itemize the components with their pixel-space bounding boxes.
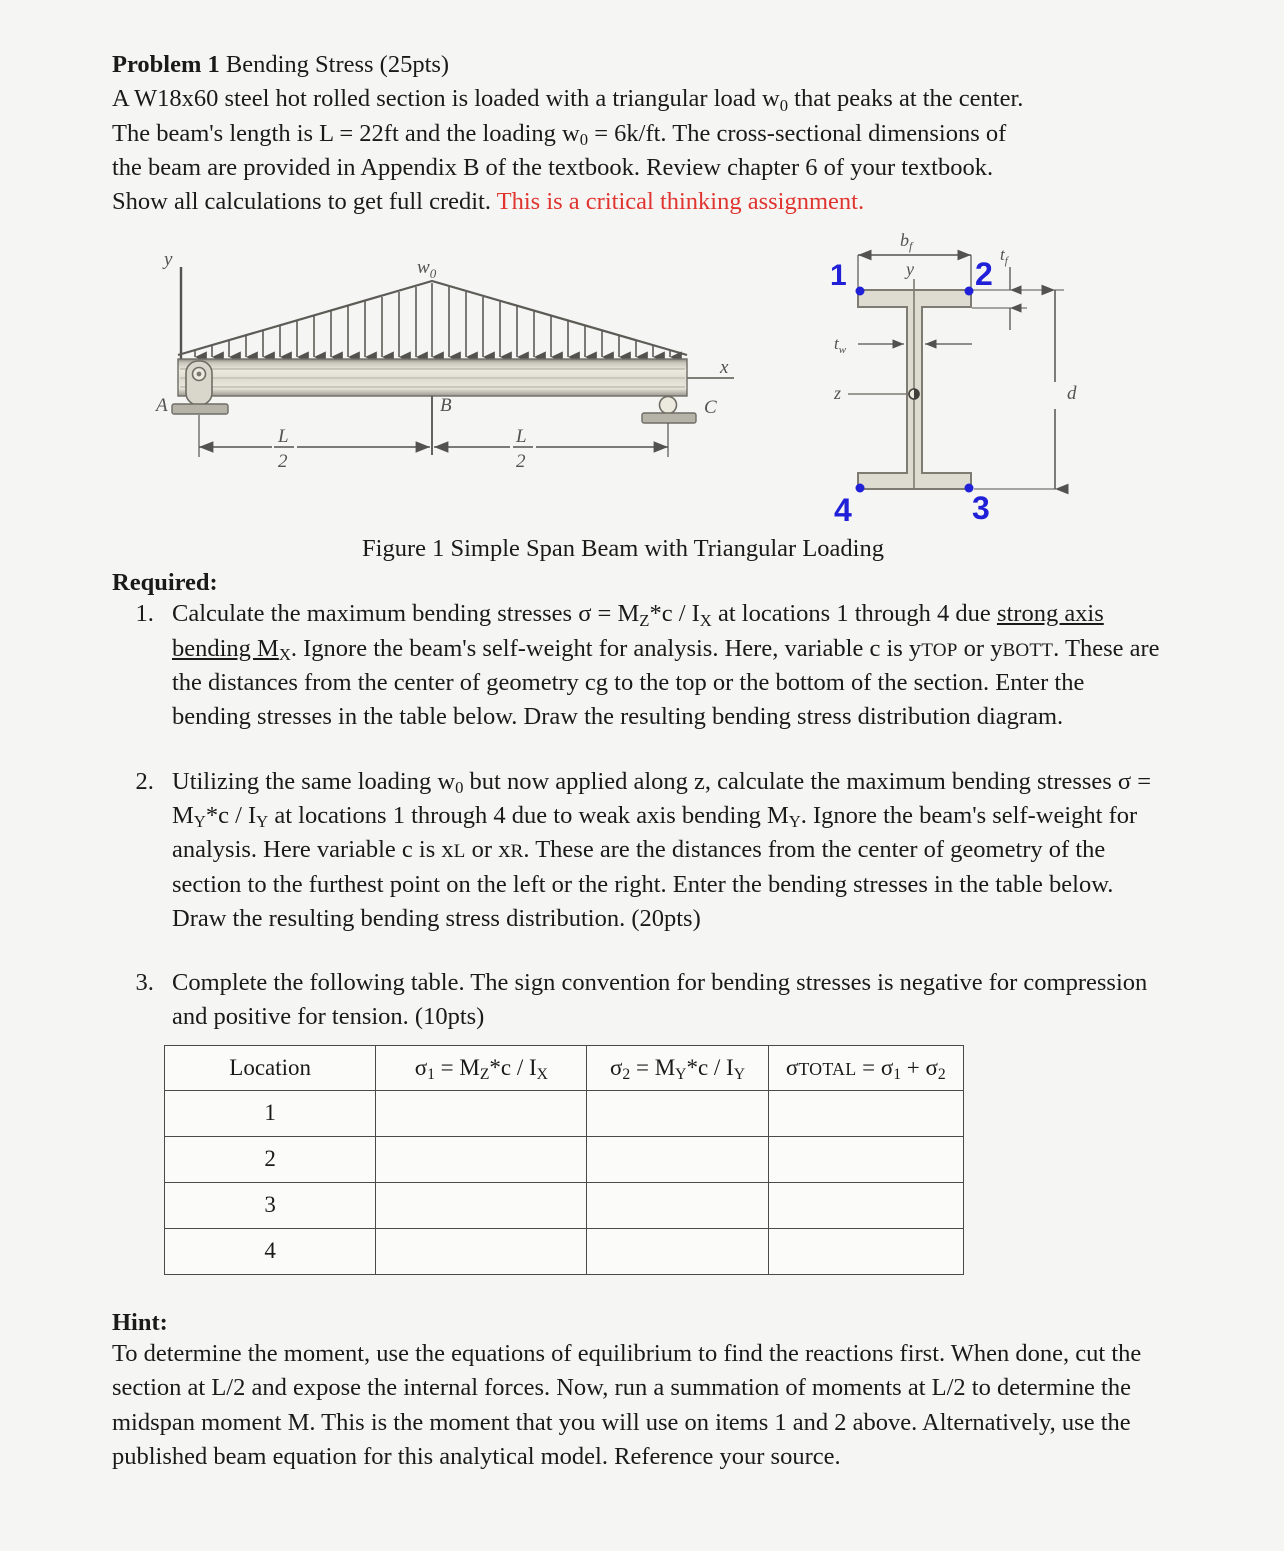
point-3-label: 3 <box>972 490 990 527</box>
item1-post2: or y <box>957 634 1003 662</box>
header-sigma2: $\sigma_2 = M_Y*c / I_Y$ <box>587 1045 768 1090</box>
table-row <box>165 1182 964 1228</box>
point-2-label: 2 <box>975 256 993 293</box>
line1-subscript: 0 <box>779 95 789 115</box>
item1-ybott: BOTT <box>1002 639 1054 661</box>
item2-mid3: at locations 1 through 4 due to weak axis bending M <box>268 801 789 829</box>
cell-sigma2[interactable] <box>587 1182 768 1228</box>
item2-sub-y2: Y <box>256 812 269 832</box>
item1-ytop: TOP <box>921 639 958 661</box>
line2-a: The beam's length is L = 22ft and the loading w <box>112 119 580 147</box>
cell-location: 3 <box>165 1182 376 1228</box>
line1-b: that peaks at the center. <box>788 85 1024 113</box>
required-heading: Required: <box>112 569 218 597</box>
point-4-label: 4 <box>834 492 852 528</box>
item3-text: Complete the following table. The sign convention for bending stresses is negative for compression and positive for tension. (10pts) <box>172 969 1148 1031</box>
dim-left-numerator: L <box>278 426 289 448</box>
hint-body: To determine the moment, use the equations of equilibrium to find the reactions first. When done, cut the section at L/2 and expose the internal forces. Now, run a summation of moments at L/2 to determine the midspan moment M. This is the moment that you will use on items 1 and 2 above. Alternatively, use the published beam equation for this analytical model. Reference your source. <box>112 1339 1142 1470</box>
cell-sigma1[interactable] <box>376 1090 587 1136</box>
section-y-axis-label: y <box>906 259 914 280</box>
point-1-label: 1 <box>830 259 847 293</box>
point-2-marker <box>965 287 974 296</box>
stress-table <box>164 1045 964 1275</box>
stress-table-header <box>165 1045 964 1090</box>
flange-thickness-label: $t_f$ <box>1000 245 1008 268</box>
problem-title-rest: Bending Stress (25pts) <box>219 51 450 78</box>
cell-sigma1[interactable] <box>376 1228 587 1274</box>
cell-location: 2 <box>165 1136 376 1182</box>
dimension-right-half <box>434 426 668 472</box>
item2-sub-y3: Y <box>788 812 801 832</box>
item1-sub-z: Z <box>639 610 650 630</box>
cell-sigma2[interactable] <box>587 1228 768 1274</box>
cell-total[interactable] <box>768 1090 963 1136</box>
cell-location: 4 <box>165 1228 376 1274</box>
cell-sigma1[interactable] <box>376 1182 587 1228</box>
header-location: Location <box>165 1045 376 1090</box>
problem-line-2 <box>112 117 1164 151</box>
line1-a: A W18x60 steel hot rolled section is loaded with a triangular load w <box>112 85 780 113</box>
problem-line-4 <box>112 185 1164 219</box>
header-sigma-total: σTOTAL = $\sigma_1 + \sigma_2$ <box>768 1045 963 1090</box>
beam-y-axis-label: y <box>164 249 173 271</box>
dim-right-denominator: 2 <box>516 451 526 473</box>
item1-underlined: strong axis bending $M_X$ <box>172 600 1104 665</box>
line2-subscript: 0 <box>579 129 589 149</box>
cell-sigma1[interactable] <box>376 1136 587 1182</box>
cell-sigma2[interactable] <box>587 1090 768 1136</box>
required-item-3 <box>160 966 1164 1275</box>
cell-total[interactable] <box>768 1136 963 1182</box>
point-1-marker <box>856 287 865 296</box>
header-sigma1: $\sigma_1 = M_Z*c / I_X$ <box>376 1045 587 1090</box>
required-item-2 <box>160 765 1164 936</box>
stress-table-body <box>165 1090 964 1274</box>
problem-line-1 <box>112 82 1164 116</box>
problem-title <box>112 48 1164 82</box>
item2-pre: Utilizing the same loading w <box>172 767 456 795</box>
item1-post: . Ignore the beam's self-weight for analysis. Here, variable c is y <box>290 634 922 662</box>
item2-sub-y: Y <box>193 812 206 832</box>
flange-width-label: $b_f$ <box>900 230 913 254</box>
item2-mid1: but now applied along z, calculate the maximum bending stresses σ = M <box>172 767 1152 829</box>
depth-label: d <box>1067 383 1077 405</box>
cell-sigma2[interactable] <box>587 1136 768 1182</box>
dimension-left-half <box>199 426 430 472</box>
item1-pre: Calculate the maximum bending stresses σ = M <box>172 600 640 628</box>
table-row <box>165 1136 964 1182</box>
line4-a: Show all calculations to get full credit. <box>112 188 497 216</box>
figure-caption: Figure 1 Simple Span Beam with Triangular Loading <box>362 535 884 563</box>
required-list <box>112 597 1164 1274</box>
item1-sub-x: X <box>699 610 712 630</box>
dim-left-denominator: 2 <box>278 451 288 473</box>
item2-xr: R <box>510 841 524 863</box>
item1-mid2: at locations 1 through 4 due <box>711 600 997 628</box>
problem-line-3: the beam are provided in Appendix B of the textbook. Review chapter 6 of your textbook. <box>112 153 994 181</box>
problem-statement <box>112 48 1164 219</box>
beam-x-axis-label: x <box>720 357 729 379</box>
section-z-axis-label: z <box>834 383 842 404</box>
required-item-1 <box>160 597 1164 734</box>
item2-mid4: . Ignore the beam's self-weight for analysis. Here variable c is x <box>172 801 1138 864</box>
support-a-label: A <box>156 395 168 417</box>
i-beam-cross-section <box>812 227 1102 527</box>
table-row <box>165 1228 964 1274</box>
dim-right-numerator: L <box>516 426 527 448</box>
item2-mid5: or x <box>465 836 511 864</box>
cell-total[interactable] <box>768 1182 963 1228</box>
load-arrow-group <box>195 283 670 357</box>
support-c-label: C <box>704 397 717 419</box>
table-header-row <box>165 1045 964 1090</box>
item2-xl: L <box>453 841 466 863</box>
beam-loading-diagram <box>142 233 742 513</box>
table-row <box>165 1090 964 1136</box>
problem-title-bold: Problem 1 <box>112 51 220 78</box>
hint-heading: Hint: <box>112 1308 168 1336</box>
item2-post: . These are the distances from the center of geometry of the section to the furthest point on the left or the right. Enter the bending stresses in the table below. Draw the resulting bending stress distribution. (20pts) <box>172 836 1114 932</box>
midpoint-b-label: B <box>440 395 452 417</box>
line2-b: = 6k/ft. The cross-sectional dimensions of <box>588 119 1007 147</box>
roller-support-c <box>642 397 696 424</box>
item2-sub-w: 0 <box>455 778 464 797</box>
load-magnitude-label: $w_0$ <box>417 257 437 282</box>
point-4-marker <box>856 484 865 493</box>
item1-post3: . These are the distances from the center of geometry cg to the top or the bottom of the section. Enter the bending stresses in the table below. Draw the resulting bending stress distribution diagram. <box>172 634 1160 731</box>
web-thickness-label: $t_w$ <box>834 334 847 357</box>
cell-total[interactable] <box>768 1228 963 1274</box>
figure-1-container <box>112 230 1164 533</box>
item2-mid2: *c / I <box>205 801 257 829</box>
critical-thinking-note: This is a critical thinking assignment. <box>496 188 865 216</box>
item1-mid1: *c / I <box>649 600 700 628</box>
cell-location: 1 <box>165 1090 376 1136</box>
